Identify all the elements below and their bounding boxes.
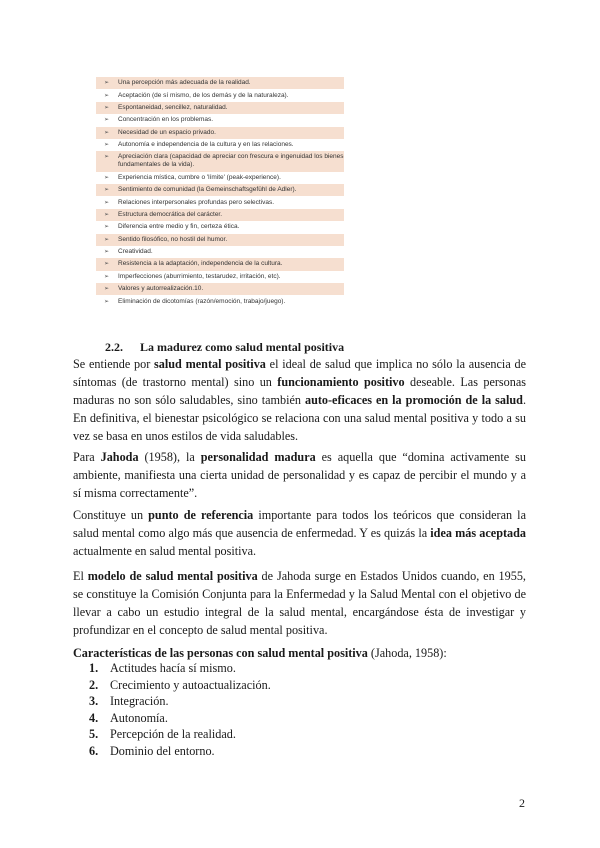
- list-item: 3. Integración.: [89, 694, 169, 708]
- arrow-bullet-icon: ➢: [104, 211, 110, 218]
- section-title: La madurez como salud mental positiva: [140, 340, 345, 354]
- table-row: ➢ Eliminación de dicotomías (razón/emoción, trabajo/juego).: [96, 295, 344, 307]
- table-row: ➢ Experiencia mística, cumbre o 'límite' (peak-experience).: [96, 172, 344, 184]
- paragraph-jahoda: Para Jahoda (1958), la personalidad madura es aquella que “domina activamente su ambiente, manifiesta una cierta unidad de personalidad y es capaz de percibir el mundo y a sí misma correctamente”.: [73, 450, 526, 500]
- arrow-bullet-icon: ➢: [104, 273, 110, 280]
- arrow-bullet-icon: ➢: [104, 104, 110, 111]
- arrow-bullet-icon: ➢: [104, 92, 110, 99]
- table-row: ➢ Diferencia entre medio y fin, certeza ética.: [96, 221, 344, 233]
- paragraph-punto-referencia: Constituye un punto de referencia importante para todos los teóricos que consideran la salud mental como algo más que ausencia de enfermedad. Y es quizás la idea más aceptada actualmente en salud mental positiva.: [73, 508, 526, 558]
- arrow-bullet-icon: ➢: [104, 236, 110, 243]
- section-number: 2.2.: [105, 340, 123, 354]
- table-row: ➢ Sentimiento de comunidad (la Gemeinschaftsgefühl de Adler).: [96, 184, 344, 196]
- arrow-bullet-icon: ➢: [104, 261, 110, 268]
- arrow-bullet-icon: ➢: [104, 142, 110, 149]
- table-row: ➢ Apreciación clara (capacidad de apreciar con frescura e ingenuidad los bienes fundamentales de la vida).: [96, 151, 344, 171]
- paragraph-salud-mental-positiva: Se entiende por salud mental positiva el ideal de salud que implica no sólo la ausencia de síntomas (de trastorno mental) sino un funcionamiento positivo deseable. Las personas maduras no son sólo saludables, sino también auto-eficaces en la promoción de la salud. En definitiva, el bienestar psicológico se relaciona con una salud mental positiva y todo a su vez se basa en unos estilos de vida saludables.: [73, 357, 527, 443]
- arrow-bullet-icon: ➢: [104, 298, 110, 305]
- arrow-bullet-icon: ➢: [104, 117, 110, 124]
- table-row: ➢ Relaciones interpersonales profundas pero selectivas.: [96, 196, 344, 208]
- table-row: ➢ Sentido filosófico, no hostil del humor.: [96, 234, 344, 246]
- arrow-bullet-icon: ➢: [104, 129, 110, 136]
- table-row: ➢ Aceptación (de sí mismo, de los demás y de la naturaleza).: [96, 89, 344, 101]
- list-item: 5. Percepción de la realidad.: [89, 727, 236, 741]
- table-row: ➢ Estructura democrática del carácter.: [96, 209, 344, 221]
- paragraph-caracteristicas: Características de las personas con salud mental positiva (Jahoda, 1958):: [73, 646, 447, 660]
- list-item: 1. Actitudes hacía sí mismo.: [89, 661, 236, 675]
- list-item: 2. Crecimiento y autoactualización.: [89, 677, 271, 692]
- table-row: ➢ Imperfecciones (aburrimiento, testarudez, irritación, etc).: [96, 271, 344, 283]
- list-item: 4. Autonomía.: [89, 710, 168, 725]
- table-row: ➢ Creatividad.: [96, 246, 344, 258]
- arrow-bullet-icon: ➢: [104, 174, 110, 181]
- characteristics-table: [96, 77, 344, 308]
- arrow-bullet-icon: ➢: [104, 154, 110, 161]
- table-row: ➢ Concentración en los problemas.: [96, 114, 344, 126]
- page-number: 2: [519, 796, 525, 810]
- arrow-bullet-icon: ➢: [104, 249, 110, 256]
- arrow-bullet-icon: ➢: [104, 80, 110, 87]
- arrow-bullet-icon: ➢: [104, 187, 110, 194]
- characteristics-list: [89, 660, 271, 759]
- table-row: ➢ Resistencia a la adaptación, independencia de la cultura.: [96, 258, 344, 270]
- table-row: ➢ Una percepción más adecuada de la realidad.: [96, 77, 344, 89]
- arrow-bullet-icon: ➢: [104, 286, 110, 293]
- table-row: ➢ Autonomía e independencia de la cultura y en las relaciones.: [96, 139, 344, 151]
- arrow-bullet-icon: ➢: [104, 199, 110, 206]
- arrow-bullet-icon: ➢: [104, 224, 110, 231]
- paragraph-modelo: El modelo de salud mental positiva de Jahoda surge en Estados Unidos cuando, en 1955, se constituye la Comisión Conjunta para la Enfermedad y la Salud Mental con el objetivo de llevar a cabo un estudio integral de la salud mental, encargándose ésta de investigar y profundizar en el concepto de salud mental positiva.: [73, 569, 526, 637]
- section-heading: [105, 340, 344, 355]
- table-row: ➢ Valores y autorrealización.10.: [96, 283, 344, 295]
- list-item: 6. Dominio del entorno.: [89, 743, 215, 758]
- table-row: ➢ Espontaneidad, sencillez, naturalidad.: [96, 102, 344, 114]
- table-row: ➢ Necesidad de un espacio privado.: [96, 127, 344, 139]
